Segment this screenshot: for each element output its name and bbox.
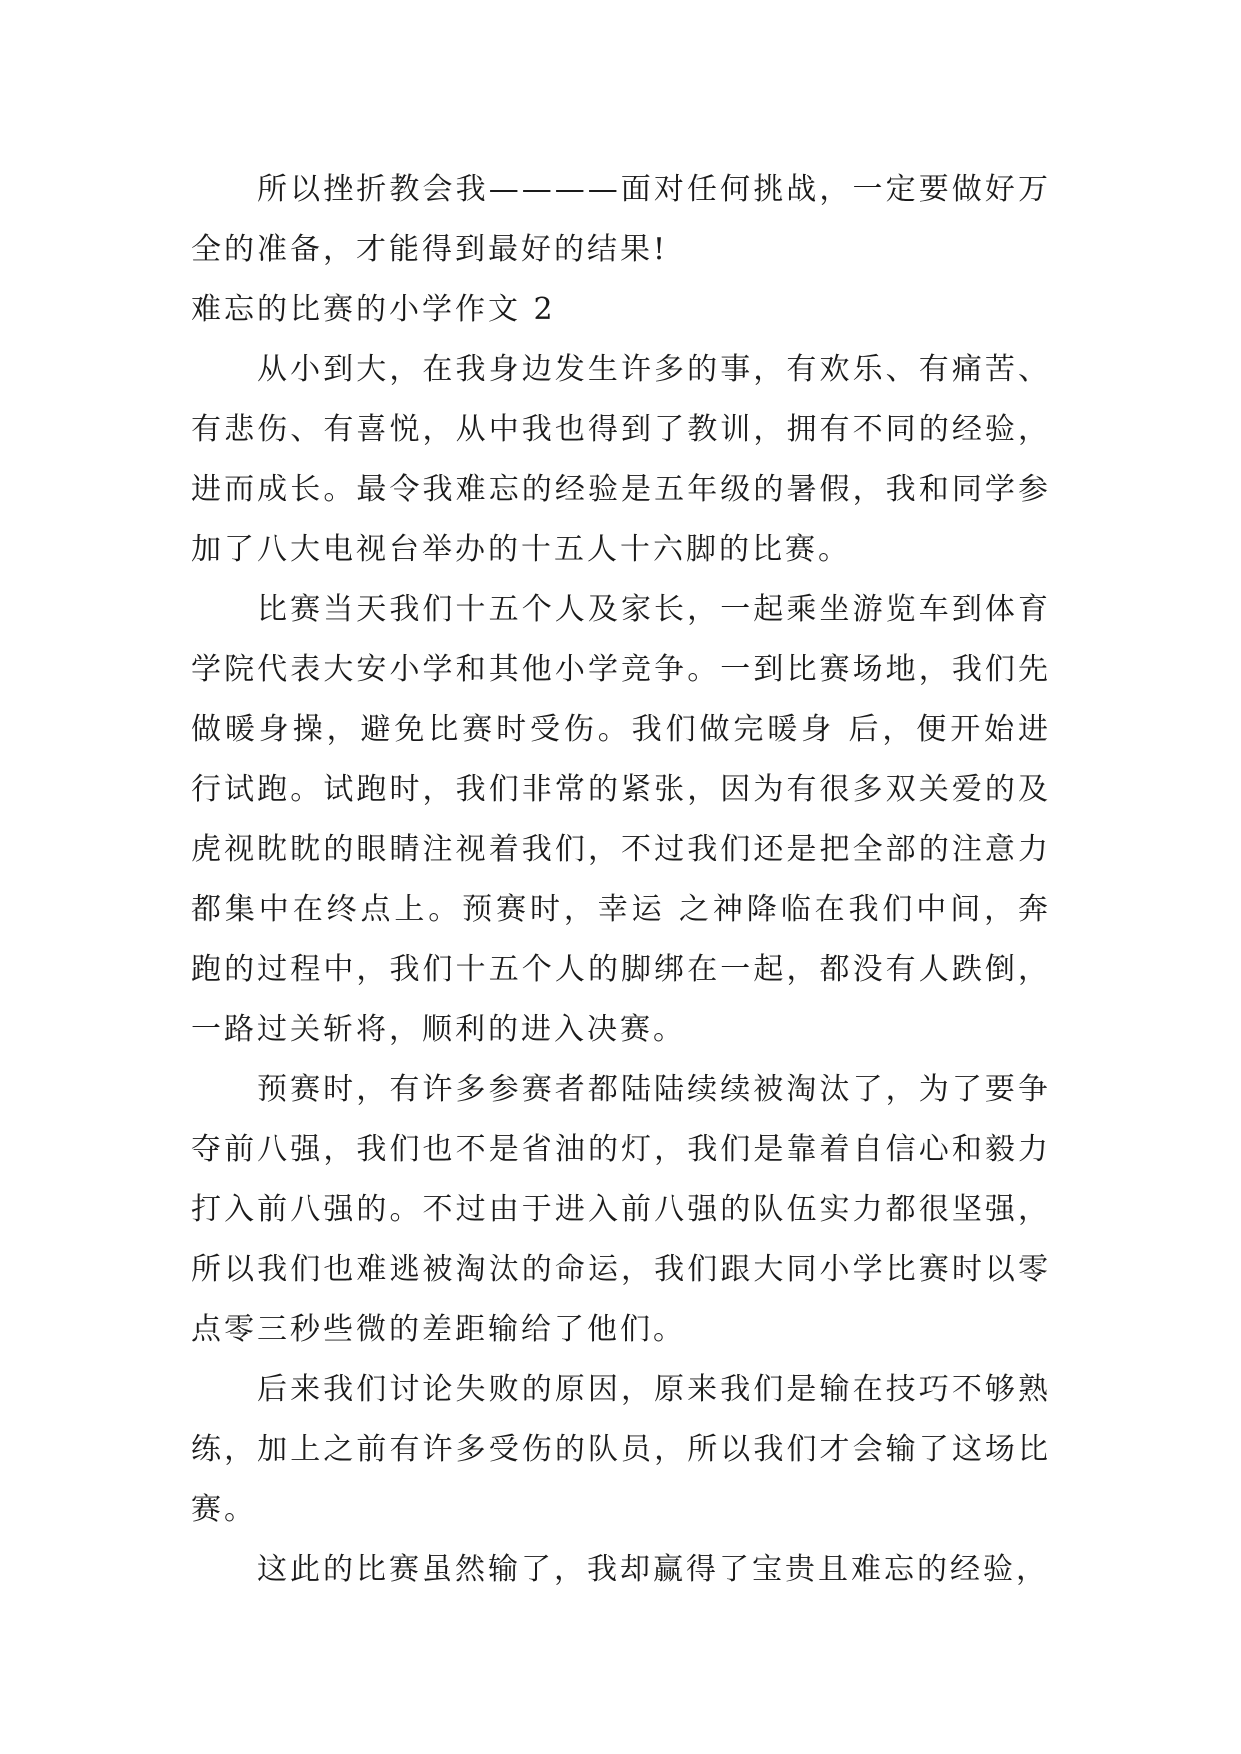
document-body [191,160,1051,1600]
paragraph: 比赛当天我们十五个人及家长，一起乘坐游览车到体育学院代表大安小学和其他小学竞争。一到比赛场地，我们先做暖身操，避免比赛时受伤。我们做完暖身 后，便开始进行试跑。试跑时，我们非常的紧张，因为有很多双关爱的及虎视眈眈的眼睛注视着我们，不过我们还是把全部的注意力都集中在终点上。预赛时，幸运 之神降临在我们中间，奔跑的过程中，我们十五个人的脚绑在一起，都没有人跌倒，一路过关斩将，顺利的进入决赛。 [191,592,1051,1047]
paragraph: 所以挫折教会我————面对任何挑战，一定要做好万全的准备，才能得到最好的结果! [191,172,1051,267]
paragraph: 这此的比赛虽然输了，我却赢得了宝贵且难忘的经验， [257,1552,1049,1587]
paragraph: 后来我们讨论失败的原因，原来我们是输在技巧不够熟练，加上之前有许多受伤的队员，所以我们才会输了这场比赛。 [191,1372,1051,1527]
paragraph: 预赛时，有许多参赛者都陆陆续续被淘汰了，为了要争夺前八强，我们也不是省油的灯，我们是靠着自信心和毅力打入前八强的。不过由于进入前八强的队伍实力都很坚强，所以我们也难逃被淘汰的命运，我们跟大同小学比赛时以零点零三秒些微的差距输给了他们。 [191,1072,1051,1347]
section-heading: 难忘的比赛的小学作文 2 [191,292,556,327]
paragraph: 从小到大，在我身边发生许多的事，有欢乐、有痛苦、有悲伤、有喜悦，从中我也得到了教训，拥有不同的经验，进而成长。最令我难忘的经验是五年级的暑假，我和同学参加了八大电视台举办的十五人十六脚的比赛。 [191,352,1051,567]
